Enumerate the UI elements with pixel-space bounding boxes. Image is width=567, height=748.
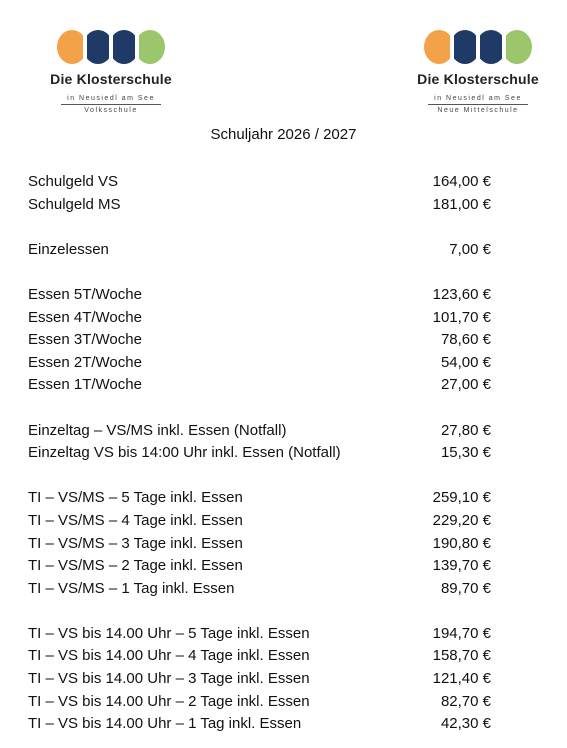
fee-row — [28, 623, 491, 646]
group-spacer — [28, 465, 491, 488]
fee-label: Schulgeld MS — [28, 195, 121, 213]
logo-name: Die Klosterschule — [417, 71, 539, 87]
fee-price: 123,60 € — [432, 285, 491, 303]
logo-place: in Neusiedl am See — [428, 95, 528, 105]
fee-label: Essen 3T/Woche — [28, 331, 142, 349]
logo-name: Die Klosterschule — [50, 71, 172, 87]
fee-price: 89,70 € — [440, 579, 491, 597]
logo-place: in Neusiedl am See — [61, 95, 161, 105]
fee-label: TI – VS/MS – 3 Tage inkl. Essen — [28, 534, 243, 552]
fee-label: Einzeltag – VS/MS inkl. Essen (Notfall) — [28, 421, 287, 439]
fee-label: TI – VS bis 14.00 Uhr – 4 Tage inkl. Essen — [28, 647, 310, 665]
fee-label: TI – VS/MS – 5 Tage inkl. Essen — [28, 489, 243, 507]
school-logo-mittelschule — [398, 28, 558, 116]
fee-row — [28, 194, 491, 217]
school-logo-volksschule — [31, 28, 191, 116]
fee-row — [28, 171, 491, 194]
fee-price: 78,60 € — [440, 331, 491, 349]
fee-label: Essen 4T/Woche — [28, 308, 142, 326]
logo-school-type: Neue Mittelschule — [437, 107, 519, 114]
fee-price: 259,10 € — [432, 489, 491, 507]
fee-price: 194,70 € — [432, 624, 491, 642]
fee-list — [28, 171, 491, 736]
page-title: Schuljahr 2026 / 2027 — [210, 126, 357, 143]
fee-price: 7,00 € — [449, 240, 491, 258]
group-spacer — [28, 261, 491, 284]
fee-price: 181,00 € — [432, 195, 491, 213]
fee-row — [28, 713, 491, 736]
fee-row — [28, 510, 491, 533]
fee-label: TI – VS/MS – 2 Tage inkl. Essen — [28, 557, 243, 575]
fee-row — [28, 352, 491, 375]
fee-price: 121,40 € — [432, 670, 491, 688]
fee-price: 139,70 € — [432, 557, 491, 575]
fee-row — [28, 487, 491, 510]
fee-row — [28, 307, 491, 330]
fee-label: TI – VS bis 14.00 Uhr – 5 Tage inkl. Essen — [28, 624, 310, 642]
fee-row — [28, 691, 491, 714]
group-spacer — [28, 397, 491, 420]
fee-price: 190,80 € — [432, 534, 491, 552]
fee-row — [28, 533, 491, 556]
fee-label: TI – VS bis 14.00 Uhr – 3 Tage inkl. Essen — [28, 670, 310, 688]
fee-row — [28, 420, 491, 443]
fee-price: 54,00 € — [440, 353, 491, 371]
fee-label: Schulgeld VS — [28, 173, 119, 190]
fee-label: Einzeltag VS bis 14:00 Uhr inkl. Essen (Notfall) — [28, 444, 341, 462]
fee-price: 158,70 € — [432, 647, 491, 665]
fee-label: TI – VS bis 14.00 Uhr – 2 Tage inkl. Essen — [28, 692, 310, 710]
fee-price: 82,70 € — [440, 692, 491, 710]
fee-row — [28, 284, 491, 307]
fee-price: 42,30 € — [440, 715, 491, 733]
group-spacer — [28, 216, 491, 239]
fee-row — [28, 555, 491, 578]
fee-label: TI – VS bis 14.00 Uhr – 1 Tag inkl. Essen — [28, 715, 302, 733]
fee-row — [28, 329, 491, 352]
fee-price: 229,20 € — [432, 511, 491, 529]
fee-price: 101,70 € — [432, 308, 491, 326]
fee-label: Einzelessen — [28, 240, 109, 258]
fee-row — [28, 239, 491, 262]
fee-label: Essen 2T/Woche — [28, 353, 142, 371]
fee-price: 27,80 € — [440, 421, 491, 439]
fee-label: TI – VS/MS – 4 Tage inkl. Essen — [28, 511, 243, 529]
fee-label: Essen 5T/Woche — [28, 285, 142, 303]
fee-price: 164,00 € — [432, 173, 491, 190]
fee-price: 27,00 € — [440, 376, 491, 394]
fee-row — [28, 374, 491, 397]
fee-row — [28, 578, 491, 601]
logo-mark-icon — [56, 28, 166, 66]
logo-mark-icon — [423, 28, 533, 66]
fee-row — [28, 668, 491, 691]
fee-label: Essen 1T/Woche — [28, 376, 142, 394]
fee-row — [28, 645, 491, 668]
logo-school-type: Volksschule — [84, 107, 138, 114]
fee-price: 15,30 € — [440, 444, 491, 462]
group-spacer — [28, 600, 491, 623]
fee-row — [28, 442, 491, 465]
fee-label: TI – VS/MS – 1 Tag inkl. Essen — [28, 579, 235, 597]
